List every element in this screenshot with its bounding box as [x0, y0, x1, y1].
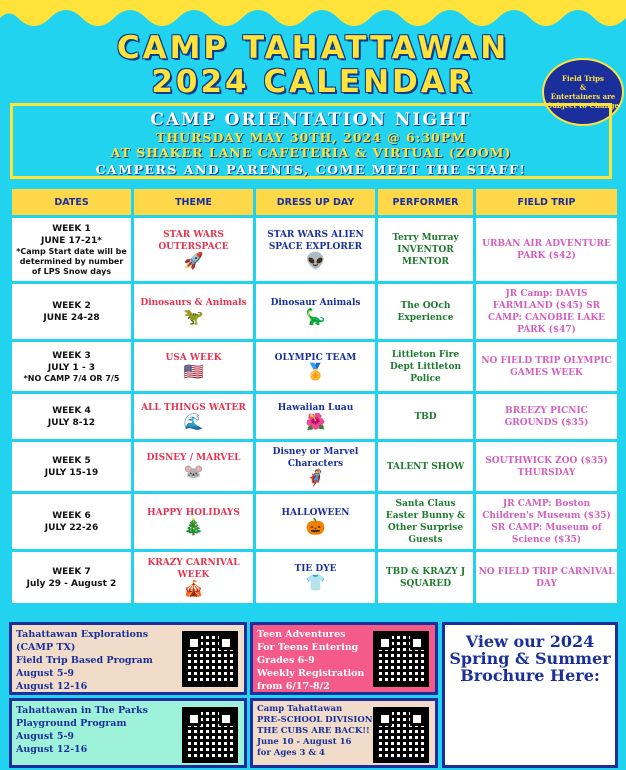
field-trip-cell — [475, 341, 619, 393]
badge-line: & — [579, 83, 587, 92]
table-row — [11, 217, 619, 283]
dress-up-text: Hawaiian Luau — [277, 403, 354, 413]
field-trip-cell — [475, 217, 619, 283]
box-line: PRE-SCHOOL DIVISION — [257, 715, 373, 725]
performer-cell — [377, 217, 475, 283]
theme-icon: 🐭 — [183, 462, 204, 481]
brochure-box — [442, 622, 618, 768]
performer-text: TBD — [414, 411, 437, 422]
orientation-invite: CAMPERS AND PARENTS, COME MEET THE STAFF! — [95, 162, 527, 177]
title-line1: CAMP TAHATTAWAN — [116, 30, 510, 66]
week-note: *Camp Start date will be determined by number of LPS Snow days — [16, 246, 127, 276]
field-trip-cell — [475, 283, 619, 341]
dress-up-cell — [255, 393, 377, 441]
performer-cell — [377, 341, 475, 393]
brochure-text: View our 2024 Spring & Summer Brochure Here: — [449, 632, 611, 685]
orientation-date: THURSDAY MAY 30TH, 2024 @ 6:30PM — [156, 130, 466, 145]
dates-cell — [11, 441, 133, 493]
dress-up-icon: 🦕 — [305, 307, 326, 326]
qr-code-icon[interactable] — [373, 707, 429, 763]
week-dates: July 29 - August 2 — [26, 578, 117, 589]
dress-up-icon: 👕 — [305, 573, 326, 592]
theme-icon: 🇺🇸 — [183, 362, 204, 381]
field-trip-cell — [475, 441, 619, 493]
box-line: Tahattawan in The Parks — [16, 705, 148, 716]
theme-icon: 🌊 — [183, 412, 204, 431]
parks-box — [9, 698, 247, 768]
header-dates: DATES — [11, 188, 133, 217]
field-trip-text: JR CAMP: Boston Children's Museum ($35) SR CAMP: Museum of Science ($35) — [482, 498, 611, 545]
performer-cell — [377, 551, 475, 605]
header-field-trip: FIELD TRIP — [475, 188, 619, 217]
table-row — [11, 393, 619, 441]
header-performer: PERFORMER — [377, 188, 475, 217]
field-trip-cell — [475, 551, 619, 605]
dress-up-text: STAR WARS ALIEN SPACE EXPLORER — [267, 230, 364, 252]
orientation-banner — [10, 103, 612, 179]
qr-code-icon[interactable] — [373, 631, 429, 687]
dates-cell — [11, 551, 133, 605]
week-dates: JUNE 24-28 — [43, 312, 100, 323]
box-line: August 12-16 — [16, 681, 88, 692]
header-dress-up-day: DRESS UP DAY — [255, 188, 377, 217]
box-line: THE CUBS ARE BACK!! — [257, 726, 370, 736]
week-label: WEEK 5 — [52, 455, 91, 466]
box-line: Teen Adventures — [257, 629, 346, 640]
box-line: Camp Tahattawan — [257, 704, 343, 714]
field-trip-text: BREEZY PICNIC GROUNDS ($35) — [504, 405, 589, 428]
theme-text: HAPPY HOLIDAYS — [147, 508, 240, 518]
box-line: for Ages 3 & 4 — [257, 748, 325, 758]
table-row — [11, 283, 619, 341]
theme-cell — [133, 493, 255, 551]
dress-up-icon: 🌺 — [305, 412, 326, 431]
field-trip-text: URBAN AIR ADVENTURE PARK ($42) — [482, 238, 611, 261]
week-dates: JULY 22-26 — [44, 522, 99, 533]
dress-up-text: TIE DYE — [294, 564, 337, 574]
table-row — [11, 341, 619, 393]
performer-text: TBD & KRAZY J SQUARED — [385, 566, 466, 589]
performer-text: TALENT SHOW — [386, 461, 465, 472]
week-label: WEEK 1 — [52, 223, 91, 234]
performer-text: Santa Claus Easter Bunny & Other Surprise Guests — [385, 498, 466, 545]
box-line: Tahattawan Explorations — [16, 629, 149, 640]
box-line: Grades 6-9 — [257, 655, 315, 666]
badge-line: Field Trips — [562, 74, 604, 83]
table-row — [11, 441, 619, 493]
box-line: Weekly Registration — [257, 668, 365, 679]
week-label: WEEK 6 — [52, 510, 91, 521]
theme-cell — [133, 441, 255, 493]
box-line: For Teens Entering — [257, 642, 359, 653]
dress-up-cell — [255, 217, 377, 283]
box-line: Playground Program — [16, 718, 127, 729]
dates-cell — [11, 493, 133, 551]
field-trip-text: JR Camp: DAVIS FARMLAND ($45) SR CAMP: CANOBIE LAKE PARK ($47) — [487, 288, 606, 335]
theme-cell — [133, 341, 255, 393]
field-trip-text: SOUTHWICK ZOO ($35) THURSDAY — [485, 455, 608, 478]
dates-cell — [11, 217, 133, 283]
theme-text: Dinosaurs & Animals — [140, 298, 247, 308]
theme-icon: 🎄 — [183, 517, 204, 536]
box-line: August 5-9 — [16, 668, 75, 679]
week-label: WEEK 7 — [52, 566, 91, 577]
week-dates: JUNE 17-21* — [41, 235, 102, 246]
dress-up-icon: 👽 — [305, 251, 326, 270]
theme-cell — [133, 283, 255, 341]
dress-up-cell — [255, 341, 377, 393]
dates-cell — [11, 283, 133, 341]
dress-up-text: Disney or Marvel Characters — [272, 447, 359, 469]
box-line: August 12-16 — [16, 744, 88, 755]
title-line2: 2024 CALENDAR — [151, 64, 475, 100]
dress-up-cell — [255, 441, 377, 493]
dress-up-text: HALLOWEEN — [281, 508, 350, 518]
dress-up-cell — [255, 493, 377, 551]
orientation-title: CAMP ORIENTATION NIGHT — [150, 110, 472, 130]
field-trip-text: NO FIELD TRIP CARNIVAL DAY — [478, 566, 615, 589]
dress-up-text: Dinosaur Animals — [270, 298, 361, 308]
field-trip-text: NO FIELD TRIP OLYMPIC GAMES WEEK — [481, 355, 612, 378]
qr-code-icon[interactable] — [182, 631, 238, 687]
box-line: Field Trip Based Program — [16, 655, 153, 666]
box-line: (CAMP TX) — [16, 642, 76, 653]
dress-up-icon: 🏅 — [305, 362, 326, 381]
box-line: from 6/17-8/2 — [257, 681, 330, 692]
performer-text: The OOch Experience — [397, 300, 454, 323]
table-row — [11, 493, 619, 551]
dress-up-cell — [255, 283, 377, 341]
week-dates: JULY 1 - 3 — [47, 362, 96, 373]
performer-cell — [377, 393, 475, 441]
theme-text: KRAZY CARNIVAL WEEK — [147, 558, 240, 580]
field-trip-cell — [475, 493, 619, 551]
theme-cell — [133, 217, 255, 283]
week-label: WEEK 3 — [52, 350, 91, 361]
field-trip-cell — [475, 393, 619, 441]
performer-cell — [377, 283, 475, 341]
box-line: August 5-9 — [16, 731, 75, 742]
week-label: WEEK 2 — [52, 300, 91, 311]
orientation-location: AT SHAKER LANE CAFETERIA & VIRTUAL (ZOOM) — [110, 145, 512, 160]
theme-cell — [133, 393, 255, 441]
table-row — [11, 551, 619, 605]
dress-up-icon: 🦸 — [305, 468, 326, 487]
week-dates: JULY 15-19 — [44, 467, 99, 478]
theme-cell — [133, 551, 255, 605]
performer-text: Terry Murray INVENTOR MENTOR — [392, 232, 459, 267]
week-label: WEEK 4 — [52, 405, 91, 416]
theme-icon: 🚀 — [183, 251, 204, 270]
header-theme: THEME — [133, 188, 255, 217]
teen-adventures-box — [250, 622, 438, 695]
qr-code-icon[interactable] — [182, 707, 238, 763]
preschool-box — [250, 698, 438, 768]
dress-up-text: OLYMPIC TEAM — [274, 353, 357, 363]
week-note: *NO CAMP 7/4 OR 7/5 — [23, 373, 120, 383]
dress-up-icon: 🎃 — [305, 517, 326, 536]
theme-icon: 🎪 — [183, 579, 204, 598]
week-dates: JULY 8-12 — [47, 417, 96, 428]
theme-text: DISNEY / MARVEL — [146, 453, 241, 463]
theme-text: USA WEEK — [165, 353, 222, 363]
performer-cell — [377, 493, 475, 551]
box-line: June 10 - August 16 — [257, 737, 352, 747]
dates-cell — [11, 393, 133, 441]
dates-cell — [11, 341, 133, 393]
badge-line: Entertainers are — [550, 92, 616, 101]
calendar-table — [9, 186, 620, 606]
performer-text: Littleton Fire Dept Littleton Police — [389, 349, 462, 384]
dress-up-cell — [255, 551, 377, 605]
theme-icon: 🦖 — [183, 307, 204, 326]
explorations-box — [9, 622, 247, 695]
badge-line: Subject to Change — [547, 101, 619, 110]
theme-text: STAR WARS OUTERSPACE — [158, 230, 229, 252]
performer-cell — [377, 441, 475, 493]
theme-text: ALL THINGS WATER — [141, 403, 246, 413]
table-header-row — [11, 188, 619, 217]
